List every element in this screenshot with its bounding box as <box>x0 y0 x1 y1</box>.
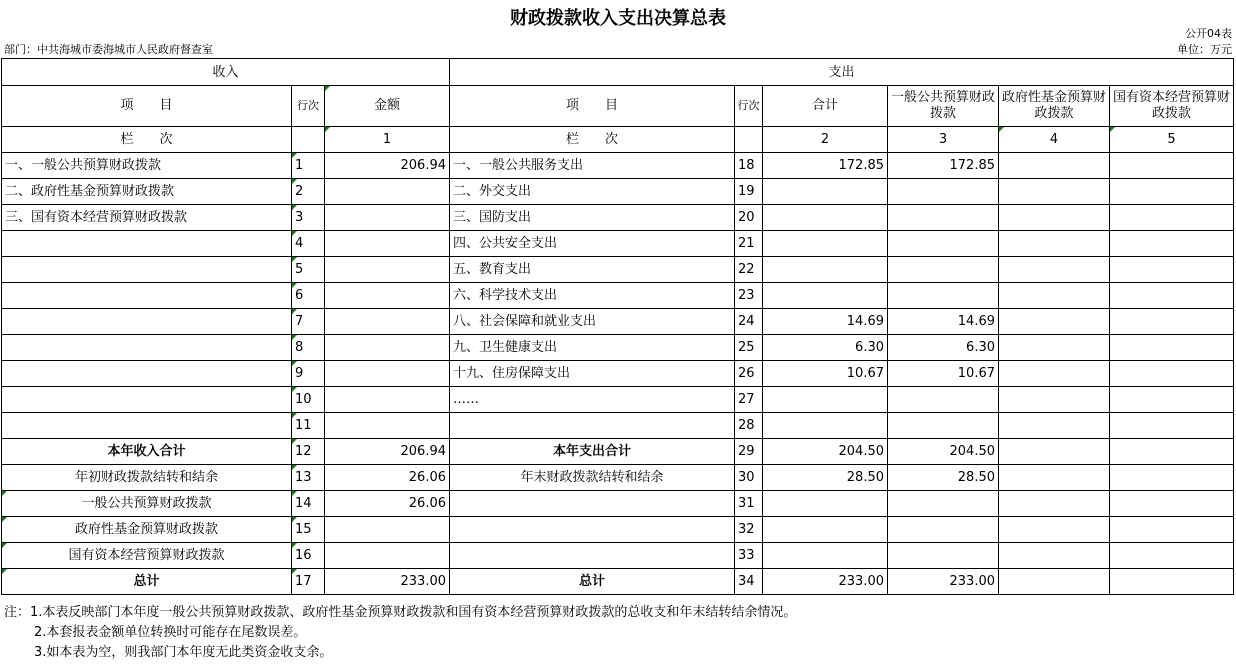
expense-gov-fund <box>999 231 1110 257</box>
expense-row-no: 25 <box>735 335 763 361</box>
expense-item <box>450 517 735 543</box>
expense-state-capital <box>1110 439 1234 465</box>
expense-gov-fund <box>999 387 1110 413</box>
income-item: 国有资本经营预算财政拨款 <box>2 543 292 569</box>
expense-item: 三、国防支出 <box>450 205 735 231</box>
column-number-5: 5 <box>1110 127 1234 153</box>
expense-row-no: 31 <box>735 491 763 517</box>
general-budget-header: 一般公共预算财政拨款 <box>888 86 999 127</box>
note-2: 2.本套报表金额单位转换时可能存在尾数误差。 <box>34 625 307 640</box>
expense-state-capital <box>1110 491 1234 517</box>
income-row-no: 12 <box>292 439 325 465</box>
expense-state-capital <box>1110 205 1234 231</box>
expense-total <box>763 491 888 517</box>
expense-general-budget: 14.69 <box>888 309 999 335</box>
expense-item: 本年支出合计 <box>450 439 735 465</box>
table-row <box>2 179 1234 205</box>
table-row <box>2 257 1234 283</box>
expense-row-no: 28 <box>735 413 763 439</box>
income-row-no: 10 <box>292 387 325 413</box>
expense-general-budget <box>888 517 999 543</box>
report-title: 财政拨款收入支出决算总表 <box>510 8 726 29</box>
expense-item: 六、科学技术支出 <box>450 283 735 309</box>
income-item <box>2 309 292 335</box>
income-item: 总计 <box>2 569 292 595</box>
income-amount <box>325 387 450 413</box>
income-item: 一般公共预算财政拨款 <box>2 491 292 517</box>
form-code: 公开04表 <box>1185 27 1232 40</box>
income-amount: 26.06 <box>325 465 450 491</box>
expense-row-no: 19 <box>735 179 763 205</box>
expense-row-no: 33 <box>735 543 763 569</box>
expense-state-capital <box>1110 569 1234 595</box>
income-amount <box>325 283 450 309</box>
income-amount <box>325 205 450 231</box>
expense-item: …… <box>450 387 735 413</box>
table-row <box>2 309 1234 335</box>
income-item: 一、一般公共预算财政拨款 <box>2 153 292 179</box>
expense-gov-fund <box>999 517 1110 543</box>
expense-column-label: 栏 次 <box>450 127 735 153</box>
table-row <box>2 335 1234 361</box>
income-amount <box>325 309 450 335</box>
income-row-no: 5 <box>292 257 325 283</box>
notes <box>4 603 796 663</box>
expense-row-no: 22 <box>735 257 763 283</box>
income-amount: 26.06 <box>325 491 450 517</box>
table-row <box>2 517 1234 543</box>
income-row-no: 6 <box>292 283 325 309</box>
expense-gov-fund <box>999 413 1110 439</box>
expense-general-budget <box>888 257 999 283</box>
income-item <box>2 387 292 413</box>
expense-general-budget: 204.50 <box>888 439 999 465</box>
expense-general-budget: 28.50 <box>888 465 999 491</box>
expense-total: 233.00 <box>763 569 888 595</box>
income-amount <box>325 231 450 257</box>
income-row-no: 3 <box>292 205 325 231</box>
expense-rowno-header: 行次 <box>735 86 763 127</box>
note-3: 3.如本表为空，则我部门本年度无此类资金收支余。 <box>34 645 333 660</box>
expense-total <box>763 231 888 257</box>
expense-row-no: 18 <box>735 153 763 179</box>
expense-gov-fund <box>999 543 1110 569</box>
expense-gov-fund <box>999 569 1110 595</box>
expense-state-capital <box>1110 257 1234 283</box>
expense-state-capital <box>1110 231 1234 257</box>
income-row-no: 9 <box>292 361 325 387</box>
income-row-no: 4 <box>292 231 325 257</box>
expense-row-no: 21 <box>735 231 763 257</box>
column-number-2: 2 <box>763 127 888 153</box>
expense-state-capital <box>1110 517 1234 543</box>
unit-label: 单位：万元 <box>1177 43 1232 56</box>
table-row <box>2 491 1234 517</box>
expense-general-budget: 233.00 <box>888 569 999 595</box>
expense-gov-fund <box>999 283 1110 309</box>
expense-total <box>763 413 888 439</box>
income-row-no: 15 <box>292 517 325 543</box>
gov-fund-header: 政府性基金预算财政拨款 <box>999 86 1110 127</box>
expense-state-capital <box>1110 309 1234 335</box>
expense-item: 五、教育支出 <box>450 257 735 283</box>
income-amount <box>325 517 450 543</box>
expense-state-capital <box>1110 153 1234 179</box>
table-row <box>2 153 1234 179</box>
income-item: 本年收入合计 <box>2 439 292 465</box>
income-amount <box>325 179 450 205</box>
income-column-no <box>292 127 325 153</box>
column-number-3: 3 <box>888 127 999 153</box>
income-item <box>2 231 292 257</box>
expense-total <box>763 205 888 231</box>
income-item: 年初财政拨款结转和结余 <box>2 465 292 491</box>
income-amount: 206.94 <box>325 153 450 179</box>
expense-gov-fund <box>999 361 1110 387</box>
expense-total <box>763 517 888 543</box>
expense-state-capital <box>1110 283 1234 309</box>
expense-row-no: 32 <box>735 517 763 543</box>
expense-total-header: 合计 <box>763 86 888 127</box>
expense-item: 九、卫生健康支出 <box>450 335 735 361</box>
income-amount <box>325 335 450 361</box>
budget-table <box>1 58 1234 595</box>
income-amount <box>325 361 450 387</box>
income-amount-header: 金额 <box>325 86 450 127</box>
income-column-label: 栏 次 <box>2 127 292 153</box>
expense-row-no: 20 <box>735 205 763 231</box>
table-row <box>2 413 1234 439</box>
expense-general-budget <box>888 413 999 439</box>
table-row <box>2 387 1234 413</box>
expense-state-capital <box>1110 387 1234 413</box>
table-row <box>2 361 1234 387</box>
expense-gov-fund <box>999 257 1110 283</box>
expense-row-no: 34 <box>735 569 763 595</box>
expense-item: 十九、住房保障支出 <box>450 361 735 387</box>
expense-gov-fund <box>999 179 1110 205</box>
expense-total: 6.30 <box>763 335 888 361</box>
expense-gov-fund <box>999 335 1110 361</box>
expense-general-budget <box>888 543 999 569</box>
expense-general-budget <box>888 179 999 205</box>
expense-total: 172.85 <box>763 153 888 179</box>
table-row <box>2 283 1234 309</box>
expense-general-budget: 10.67 <box>888 361 999 387</box>
income-row-no: 2 <box>292 179 325 205</box>
expense-item: 总计 <box>450 569 735 595</box>
expense-gov-fund <box>999 309 1110 335</box>
expense-gov-fund <box>999 153 1110 179</box>
income-row-no: 7 <box>292 309 325 335</box>
expense-row-no: 26 <box>735 361 763 387</box>
income-item: 二、政府性基金预算财政拨款 <box>2 179 292 205</box>
income-row-no: 13 <box>292 465 325 491</box>
income-amount <box>325 257 450 283</box>
expense-total: 204.50 <box>763 439 888 465</box>
expense-item: 年末财政拨款结转和结余 <box>450 465 735 491</box>
income-item: 三、国有资本经营预算财政拨款 <box>2 205 292 231</box>
expense-item: 八、社会保障和就业支出 <box>450 309 735 335</box>
table-row <box>2 465 1234 491</box>
expense-general-budget: 6.30 <box>888 335 999 361</box>
expense-general-budget <box>888 387 999 413</box>
expense-item <box>450 491 735 517</box>
expense-gov-fund <box>999 205 1110 231</box>
table-row <box>2 439 1234 465</box>
expense-state-capital <box>1110 335 1234 361</box>
expense-state-capital <box>1110 465 1234 491</box>
expense-total <box>763 283 888 309</box>
expense-row-no: 23 <box>735 283 763 309</box>
expense-row-no: 29 <box>735 439 763 465</box>
income-rowno-header: 行次 <box>292 86 325 127</box>
expense-row-no: 24 <box>735 309 763 335</box>
column-number-1: 1 <box>325 127 450 153</box>
expense-item: 一、一般公共服务支出 <box>450 153 735 179</box>
expense-total: 28.50 <box>763 465 888 491</box>
expense-state-capital <box>1110 361 1234 387</box>
table-row <box>2 231 1234 257</box>
department-label: 部门：中共海城市委海城市人民政府督查室 <box>4 43 213 56</box>
expense-state-capital <box>1110 543 1234 569</box>
expense-total: 14.69 <box>763 309 888 335</box>
expense-item-header: 项 目 <box>450 86 735 127</box>
note-1: 注：1.本表反映部门本年度一般公共预算财政拨款、政府性基金预算财政拨款和国有资本经营预算财政拨款的总收支和年末结转结余情况。 <box>4 605 797 620</box>
income-header: 收入 <box>2 59 450 86</box>
income-amount <box>325 413 450 439</box>
income-item <box>2 335 292 361</box>
expense-total <box>763 543 888 569</box>
expense-item <box>450 413 735 439</box>
expense-gov-fund <box>999 439 1110 465</box>
income-item <box>2 257 292 283</box>
state-capital-header: 国有资本经营预算财政拨款 <box>1110 86 1234 127</box>
expense-general-budget <box>888 231 999 257</box>
income-item: 政府性基金预算财政拨款 <box>2 517 292 543</box>
expense-general-budget: 172.85 <box>888 153 999 179</box>
income-amount: 233.00 <box>325 569 450 595</box>
income-row-no: 17 <box>292 569 325 595</box>
expense-state-capital <box>1110 179 1234 205</box>
income-item <box>2 413 292 439</box>
income-amount <box>325 543 450 569</box>
expense-general-budget <box>888 491 999 517</box>
expense-gov-fund <box>999 491 1110 517</box>
income-row-no: 1 <box>292 153 325 179</box>
expense-row-no: 27 <box>735 387 763 413</box>
income-row-no: 14 <box>292 491 325 517</box>
expense-general-budget <box>888 205 999 231</box>
income-row-no: 11 <box>292 413 325 439</box>
expense-total <box>763 179 888 205</box>
expense-row-no: 30 <box>735 465 763 491</box>
column-number-4: 4 <box>999 127 1110 153</box>
income-row-no: 8 <box>292 335 325 361</box>
expense-column-no <box>735 127 763 153</box>
table-row <box>2 543 1234 569</box>
expense-total <box>763 387 888 413</box>
income-item <box>2 283 292 309</box>
expense-gov-fund <box>999 465 1110 491</box>
expense-state-capital <box>1110 413 1234 439</box>
income-item-header: 项 目 <box>2 86 292 127</box>
table-row <box>2 569 1234 595</box>
expense-total <box>763 257 888 283</box>
income-amount: 206.94 <box>325 439 450 465</box>
expense-item <box>450 543 735 569</box>
expense-header: 支出 <box>450 59 1234 86</box>
expense-item: 二、外交支出 <box>450 179 735 205</box>
income-row-no: 16 <box>292 543 325 569</box>
expense-general-budget <box>888 283 999 309</box>
expense-total: 10.67 <box>763 361 888 387</box>
expense-item: 四、公共安全支出 <box>450 231 735 257</box>
table-row <box>2 205 1234 231</box>
income-item <box>2 361 292 387</box>
